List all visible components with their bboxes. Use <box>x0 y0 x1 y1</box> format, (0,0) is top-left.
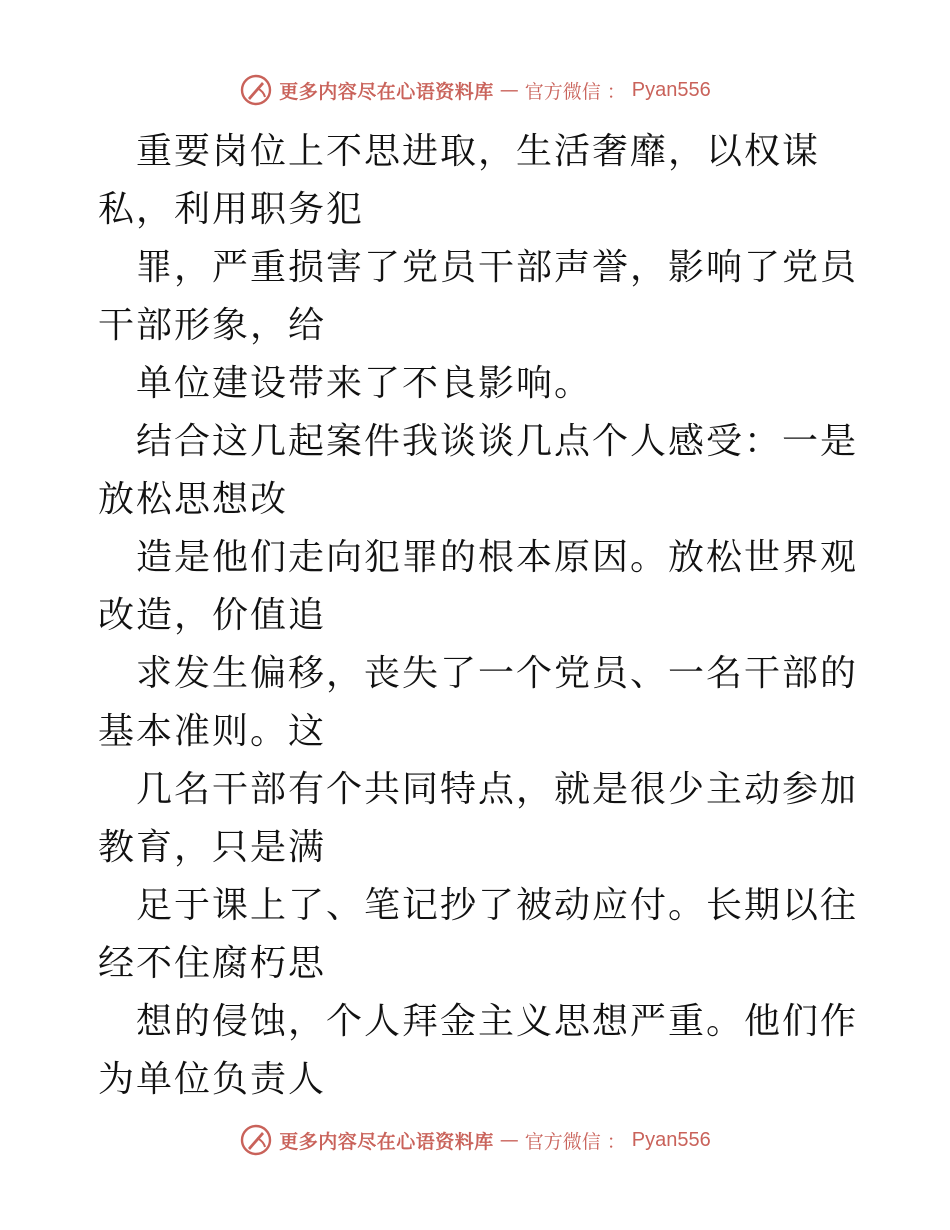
paragraph: 重要岗位上不思进取，生活奢靡，以权谋私，利用职务犯 <box>98 131 821 230</box>
footer-watermark <box>0 1120 950 1160</box>
watermark-wechat-id: Pyan556 <box>631 78 711 101</box>
quill-logo-icon <box>239 1123 273 1157</box>
quill-logo-icon <box>239 73 273 107</box>
paragraph: 求发生偏移，丧失了一个党员、一名干部的基本准则。这 <box>98 653 859 752</box>
watermark-official-label: 官方微信 <box>524 1130 601 1153</box>
watermark-dash: — <box>499 79 519 101</box>
watermark-separator: ： <box>606 1130 626 1153</box>
paragraph: 足于课上了、笔记抄了被动应付。长期以往经不住腐朽思 <box>98 885 859 984</box>
paragraph: 罪，严重损害了党员干部声誉，影响了党员干部形象，给 <box>98 247 859 346</box>
paragraph: 造是他们走向犯罪的根本原因。放松世界观改造，价值追 <box>98 537 859 636</box>
watermark-brand: 更多内容尽在心语资料库 <box>279 80 494 103</box>
paragraph: 单位建设带来了不良影响。 <box>136 363 593 404</box>
paragraph: 想的侵蚀，个人拜金主义思想严重。他们作为单位负责人 <box>98 1001 859 1100</box>
watermark-separator: ： <box>606 80 626 103</box>
watermark-official-label: 官方微信 <box>524 80 601 103</box>
watermark-brand: 更多内容尽在心语资料库 <box>279 1130 494 1153</box>
watermark-wechat-id: Pyan556 <box>631 1128 711 1151</box>
header-watermark <box>0 70 950 110</box>
paragraph: 结合这几起案件我谈谈几点个人感受：一是放松思想改 <box>98 421 859 520</box>
paragraph: 几名干部有个共同特点，就是很少主动参加教育，只是满 <box>98 769 859 868</box>
watermark-dash: — <box>499 1129 519 1151</box>
document-body <box>98 123 868 1109</box>
